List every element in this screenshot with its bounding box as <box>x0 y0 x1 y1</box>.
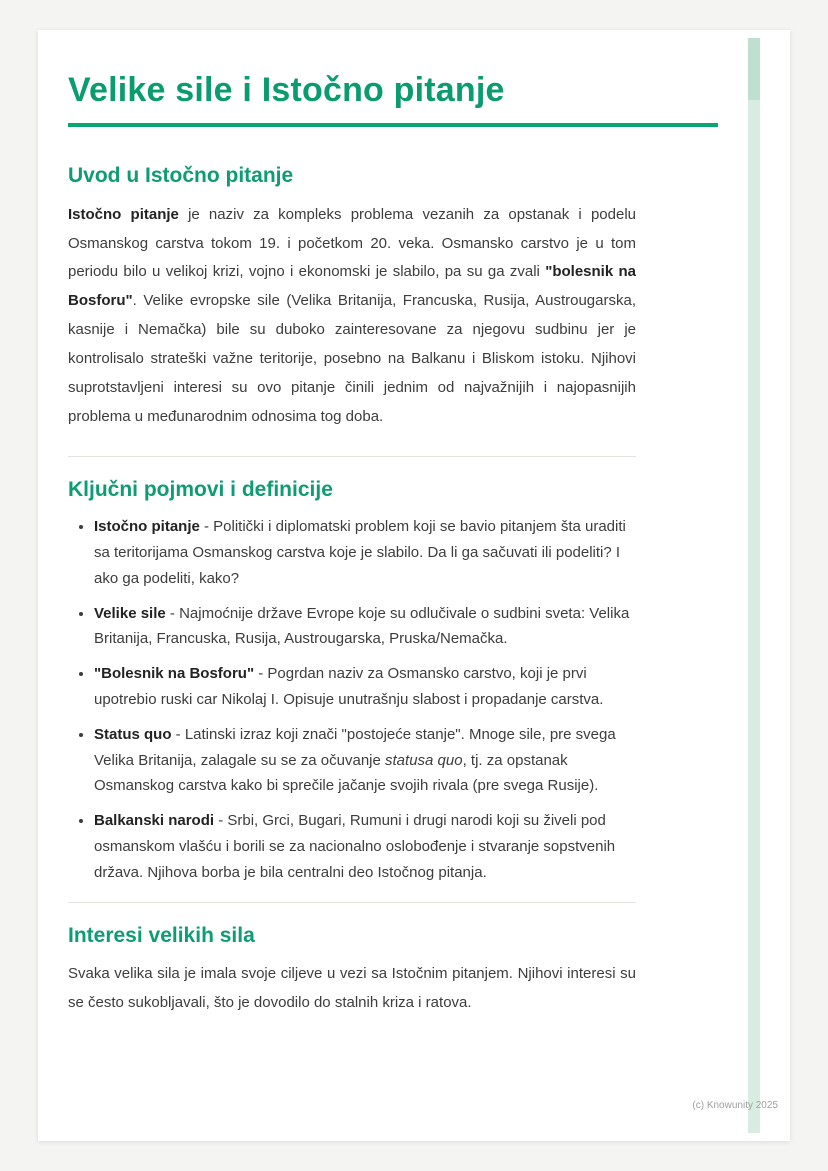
list-item-status-quo <box>94 722 636 799</box>
term-text: "Bolesnik na Bosforu" <box>94 665 255 683</box>
term-text: Velike sile <box>94 604 166 622</box>
intro-paragraph <box>68 201 636 433</box>
side-strip <box>748 38 760 1133</box>
definition-text: - Politički i diplomatski problem koji se bavio pitanjem šta uraditi sa teritorijama Osmanskog carstva koje je slabilo. Da li ga sačuvati ili podeliti? I ako ga podeliti, kako? <box>94 518 626 587</box>
intro-bold-phrase: "bolesnik na Bosforu" <box>68 263 637 310</box>
definition-text: - Pogrdan naziv za Osmansko carstvo, koji je prvi upotrebio ruski car Nikolaj I. Opisuje unutrašnju slabost i propadanje carstva. <box>94 665 604 709</box>
interests-paragraph: Svaka velika sila je imala svoje ciljeve u vezi sa Istočnim pitanjem. Njihovi interesi su se često sukobljavali, što je dovodilo do stalnih kriza i ratova. <box>68 964 636 1011</box>
definition-text: - Srbi, Grci, Bugari, Rumuni i drugi narodi koji su živeli pod osmanskom vlašću i borili se za nacionalno oslobođenje i stvaranje sopstvenih država. Njihova borba je bila centralni deo Istočnog pitanja. <box>94 812 616 881</box>
key-terms-list <box>68 514 636 885</box>
section-divider <box>68 456 636 457</box>
footer-copyright: (c) Knowunity 2025 <box>692 1100 778 1111</box>
section-divider <box>68 902 636 903</box>
definition-italic-text: statusa quo <box>385 751 463 769</box>
intro-bold-term: Istočno pitanje <box>68 205 179 223</box>
definition-text: , tj. za opstanak Osmanskog carstva kako bi sprečile jačanje svojih rivala (pre svega Rusije). <box>94 751 599 795</box>
term-text: Status quo <box>94 725 172 743</box>
section-heading-pojmovi: Ključni pojmovi i definicije <box>68 478 333 502</box>
document-content <box>38 30 790 1018</box>
list-item-balkanski-narodi <box>94 808 636 885</box>
definition-text: - Najmoćnije države Evrope koje su odlučivale o sudbini sveta: Velika Britanija, Francuska, Rusija, Austrougarska, Pruska/Nemačka. <box>94 604 630 648</box>
list-item-velike-sile <box>94 601 636 653</box>
term-text: Istočno pitanje <box>94 518 200 536</box>
section-heading-interesi: Interesi velikih sila <box>68 923 255 947</box>
list-item-bolesnik <box>94 661 636 713</box>
term-text: Balkanski narodi <box>94 812 215 830</box>
definition-text: - Latinski izraz koji znači "postojeće stanje". Mnoge sile, pre svega Velika Britanija, zalagale su se za očuvanje <box>94 725 616 769</box>
side-strip-top-segment <box>748 38 760 100</box>
list-item-istocno-pitanje <box>94 514 636 591</box>
title-underline <box>68 123 718 127</box>
intro-text-1: je naziv za kompleks problema vezanih za opstanak i podelu Osmanskog carstva tokom 19. i početkom 20. veka. Osmansko carstvo je u tom periodu bilo u velikoj krizi, vojno i ekonomski je slabilo, pa su ga zvali <box>68 205 636 281</box>
intro-text-2: . Velike evropske sile (Velika Britanija, Francuska, Rusija, Austrougarska, kasnije i Nemačka) bile su duboko zainteresovane za njegovu sudbinu jer je kontrolisalo strateški važne teritorije, posebno na Balkanu i Bliskom istoku. Njihovi suprotstavljeni interesi su ovo pitanje činili jednim od najvažnijih i najopasnijih problema u međunarodnim odnosima tog doba. <box>68 292 636 426</box>
document-page <box>38 30 790 1141</box>
page-title: Velike sile i Istočno pitanje <box>68 71 505 109</box>
section-heading-uvod: Uvod u Istočno pitanje <box>68 164 294 188</box>
